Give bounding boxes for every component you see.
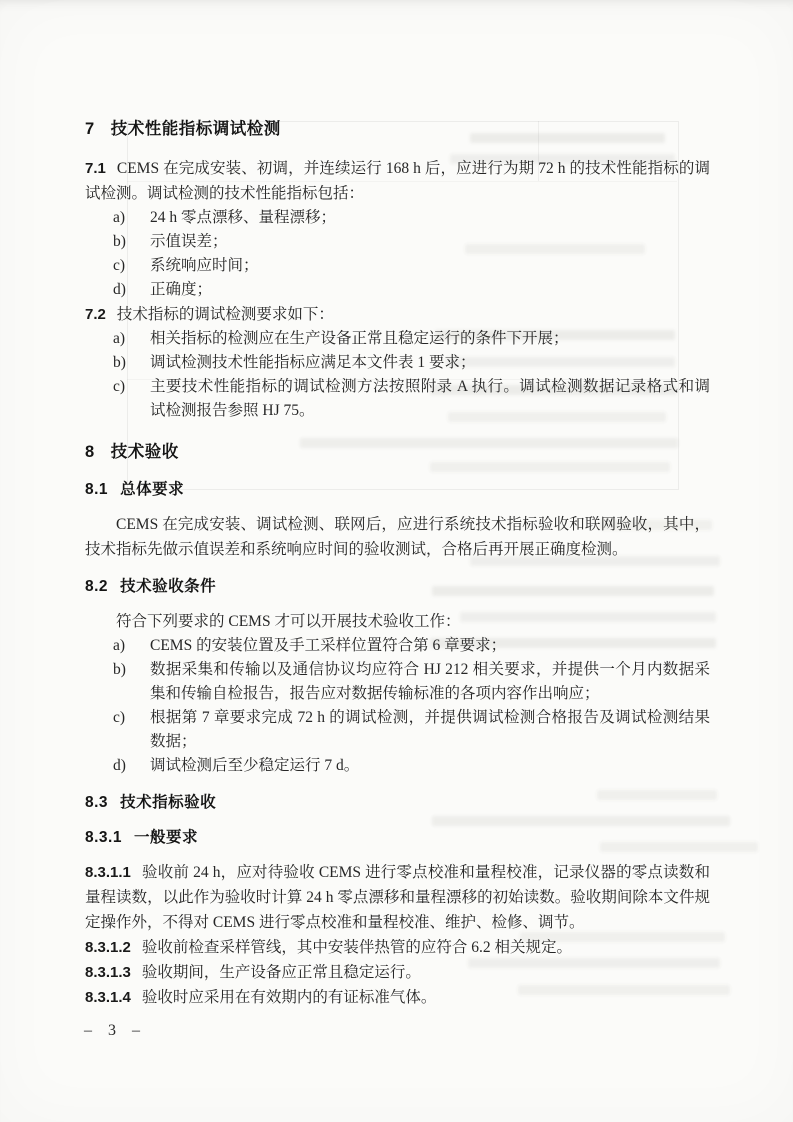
clause-7-2-text: 技术指标的调试检测要求如下：: [116, 306, 334, 323]
clause-8-3-1-4: [85, 985, 710, 1010]
list-item: [113, 634, 710, 658]
section-7-heading: [85, 118, 710, 140]
section-7-number: 7: [85, 120, 95, 138]
list-item-label: c): [113, 709, 126, 726]
section-8-3-1-title: 一般要求: [133, 829, 198, 846]
list-item: [113, 706, 710, 754]
list-item-text: 相关指标的检测应在生产设备正常且稳定运行的条件下开展；: [150, 330, 569, 347]
clause-7-2: [85, 302, 710, 327]
section-8-number: 8: [85, 443, 95, 461]
paragraph-8-2: 符合下列要求的 CEMS 才可以开展技术验收工作：: [116, 613, 461, 630]
list-item: [113, 754, 710, 778]
list-item-text: 示值误差；: [150, 233, 228, 250]
list-item: [113, 206, 710, 230]
clause-8-3-1-2-number: 8.3.1.2: [85, 939, 131, 956]
list-item-label: a): [113, 637, 126, 654]
list-item-text: 24 h 零点漂移、量程漂移；: [150, 209, 337, 226]
section-8-2-title: 技术验收条件: [120, 578, 217, 595]
section-8-3-heading: [85, 792, 710, 813]
section-8-title: 技术验收: [110, 443, 179, 461]
section-7-title: 技术性能指标调试检测: [110, 120, 281, 138]
clause-7-1-text: CEMS 在完成安装、初调，并连续运行 168 h 后，应进行为期 72 h 的技术性能指标的调试检测。调试检测的技术性能指标包括：: [85, 160, 710, 202]
clause-8-3-1-3-text: 验收期间，生产设备应正常且稳定运行。: [141, 964, 421, 981]
list-item-text: 根据第 7 章要求完成 72 h 的调试检测，并提供调试检测合格报告及调试检测结果数据；: [150, 709, 710, 750]
list-item-label: d): [113, 757, 126, 774]
clause-8-3-1-1: [85, 860, 710, 935]
list-item: [113, 278, 710, 302]
clause-8-3-1-2-text: 验收前检查采样管线，其中安装伴热管的应符合 6.2 相关规定。: [141, 939, 573, 956]
list-item-label: c): [113, 378, 126, 395]
section-8-2-heading: [85, 576, 710, 597]
list-item: [113, 327, 710, 351]
list-item-text: 正确度；: [150, 281, 213, 298]
list-item-label: a): [113, 330, 126, 347]
list-8-2: [85, 634, 710, 778]
list-item-text: 调试检测后至少稳定运行 7 d。: [150, 757, 360, 774]
list-item: [113, 375, 710, 423]
list-item: [113, 230, 710, 254]
document-content: [85, 118, 710, 1010]
section-8-1-number: 8.1: [85, 481, 109, 498]
list-item-label: b): [113, 354, 126, 371]
list-item-text: 主要技术性能指标的调试检测方法按照附录 A 执行。调试检测数据记录格式和调试检测报告参照 HJ 75。: [150, 378, 710, 419]
paragraph-8-1: CEMS 在完成安装、调试检测、联网后，应进行系统技术指标验收和联网验收，其中，技术指标先做示值误差和系统响应时间的验收测试，合格后再开展正确度检测。: [85, 516, 710, 558]
clause-8-3-1-2: [85, 935, 710, 960]
list-item-label: d): [113, 281, 126, 298]
section-8-heading: [85, 441, 710, 463]
list-7-2: [85, 327, 710, 423]
list-item-label: b): [113, 233, 126, 250]
section-8-3-title: 技术指标验收: [120, 794, 217, 811]
clause-8-3-1-3-number: 8.3.1.3: [85, 964, 131, 981]
list-item-label: a): [113, 209, 126, 226]
list-item: [113, 254, 710, 278]
clause-8-3-1-4-number: 8.3.1.4: [85, 989, 131, 1006]
list-7-1: [85, 206, 710, 302]
clause-7-1: [85, 156, 710, 206]
clause-8-3-1-1-number: 8.3.1.1: [85, 864, 131, 881]
list-item-text: CEMS 的安装位置及手工采样位置符合第 6 章要求；: [150, 637, 507, 654]
section-8-1-heading: [85, 479, 710, 500]
section-8-3-1-number: 8.3.1: [85, 829, 122, 846]
list-item-text: 调试检测技术性能指标应满足本文件表 1 要求；: [150, 354, 476, 371]
section-8-3-number: 8.3: [85, 794, 109, 811]
section-8-3-1-heading: [85, 827, 710, 848]
page-number: – 3 –: [84, 1022, 146, 1039]
section-8-2-number: 8.2: [85, 578, 109, 595]
clause-8-3-1-4-text: 验收时应采用在有效期内的有证标准气体。: [141, 989, 437, 1006]
clause-8-3-1-1-text: 验收前 24 h，应对待验收 CEMS 进行零点校准和量程校准，记录仪器的零点读数和量程读数，以此作为验收时计算 24 h 零点漂移和量程漂移的初始读数。验收期间除本文件规定操作外，不得对 CEMS 进行零点校准和量程校准、维护、检修、调节。: [85, 864, 710, 931]
list-item-text: 数据采集和传输以及通信协议均应符合 HJ 212 相关要求，并提供一个月内数据采集和传输自检报告，报告应对数据传输标准的各项内容作出响应；: [150, 661, 710, 702]
list-item: [113, 351, 710, 375]
clause-7-1-number: 7.1: [85, 160, 106, 177]
list-item-text: 系统响应时间；: [150, 257, 259, 274]
list-item-label: c): [113, 257, 126, 274]
section-8-1-title: 总体要求: [120, 481, 185, 498]
list-item-label: b): [113, 661, 126, 678]
clause-7-2-number: 7.2: [85, 306, 106, 323]
clause-8-3-1-3: [85, 960, 710, 985]
list-item: [113, 658, 710, 706]
